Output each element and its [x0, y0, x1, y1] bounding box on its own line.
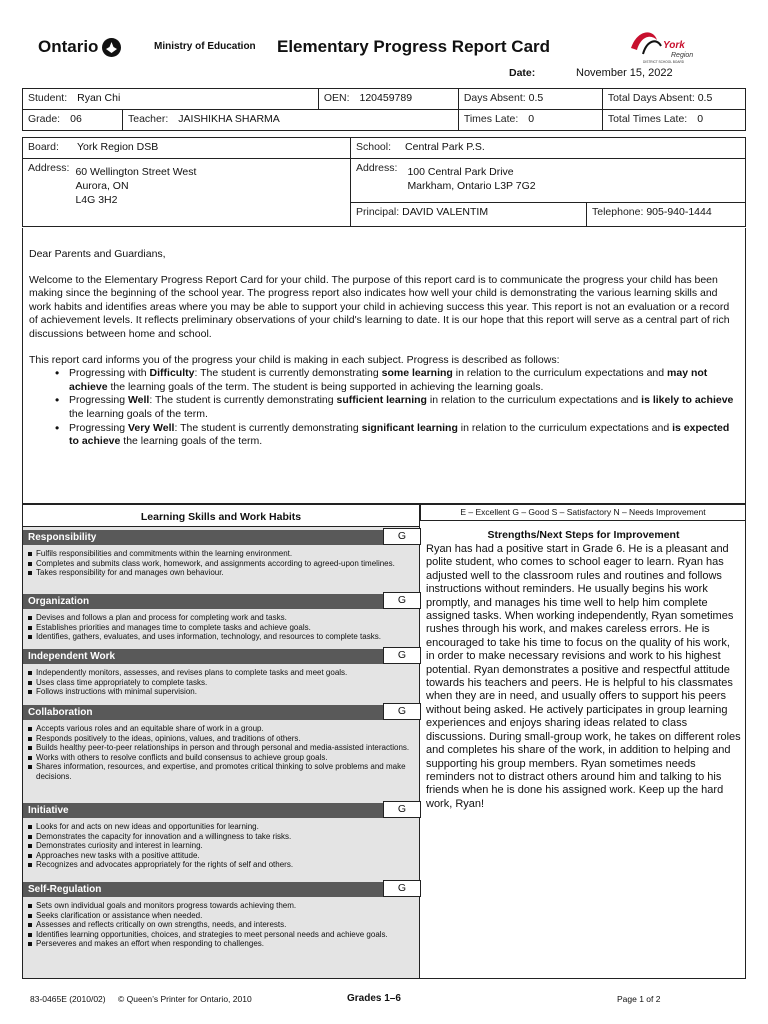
- progress-descriptions: [51, 367, 739, 449]
- skill-items: [28, 549, 418, 578]
- grade-cell: Grade: 06: [23, 110, 123, 131]
- skill-item: Accepts various roles and an equitable share of work in a group.: [28, 724, 418, 734]
- progress-well: • Progressing Well: The student is currently demonstrating sufficient learning in relation to the curriculum expectations and is likely to achieve the learning goals of the term.: [51, 394, 739, 421]
- board-address-line: 60 Wellington Street West: [75, 166, 197, 178]
- telephone-value: 905-940-1444: [646, 206, 712, 218]
- board-cell: Board: York Region DSB: [23, 138, 351, 159]
- skill-item: Demonstrates curiosity and interest in learning.: [28, 841, 418, 851]
- skill-title: Initiative: [23, 803, 383, 818]
- skill-item: Recognizes and advocates appropriately for the rights of self and others.: [28, 860, 418, 870]
- skill-grade: G: [383, 647, 421, 664]
- total-times-late-cell: Total Times Late: 0: [602, 110, 745, 131]
- skill-item: Completes and submits class work, homework, and assignments according to agreed-upon timelines.: [28, 559, 418, 569]
- principal-name: DAVID VALENTIM: [402, 206, 489, 218]
- skill-title: Organization: [23, 594, 383, 609]
- skill-title: Self-Regulation: [23, 882, 383, 897]
- ontario-wordmark: [38, 37, 121, 57]
- total-days-absent-value: 0.5: [697, 92, 713, 104]
- ontario-label: Ontario: [38, 37, 99, 56]
- skill-item: Takes responsibility for and manages own behaviour.: [28, 568, 418, 578]
- skill-item: Shares information, resources, and expertise, and promotes critical thinking to solve problems and make decisions.: [28, 762, 418, 781]
- student-name: Ryan Chi: [77, 92, 121, 104]
- grade-value: 06: [70, 113, 82, 125]
- page-number: Page 1 of 2: [617, 994, 661, 1004]
- logo-region: Region: [671, 52, 694, 59]
- skill-item: Demonstrates the capacity for innovation and a willingness to take risks.: [28, 832, 418, 842]
- oen-cell: OEN: 120459789: [318, 89, 458, 110]
- progress-intro: This report card informs you of the progress your child is making in each subject. Progress is described as follows:: [29, 353, 560, 366]
- skill-grade: G: [383, 703, 421, 720]
- skill-item: Establishes priorities and manages time to complete tasks and achieve goals.: [28, 623, 418, 633]
- school-address-cell: Address: 100 Central Park Drive Markham, Ontario L3P 7G2: [351, 159, 746, 203]
- skill-item: Identifies learning opportunities, choices, and strategies to meet personal needs and achieve goals.: [28, 930, 418, 940]
- school-info-table: [22, 137, 746, 227]
- skill-title: Collaboration: [23, 705, 383, 720]
- skill-item: Seeks clarification or assistance when needed.: [28, 911, 418, 921]
- skill-item: Perseveres and makes an effort when responding to challenges.: [28, 939, 418, 949]
- skill-item: Devises and follows a plan and process for completing work and tasks.: [28, 613, 418, 623]
- skill-title: Responsibility: [23, 530, 383, 545]
- logo-sub: DISTRICT SCHOOL BOARD: [643, 60, 685, 64]
- skill-item: Assesses and reflects critically on own strengths, needs, and interests.: [28, 920, 418, 930]
- days-absent-cell: Days Absent: 0.5: [458, 89, 602, 110]
- skill-item: Sets own individual goals and monitors progress towards achieving them.: [28, 901, 418, 911]
- telephone-cell: Telephone: 905-940-1444: [587, 203, 746, 227]
- skill-grade: G: [383, 880, 421, 897]
- date-label: Date:: [509, 67, 536, 79]
- oen-value: 120459789: [359, 92, 413, 104]
- student-info-table: [22, 88, 746, 131]
- school-cell: School: Central Park P.S.: [351, 138, 746, 159]
- skill-item: Uses class time appropriately to complete tasks.: [28, 678, 418, 688]
- times-late-cell: Times Late: 0: [458, 110, 602, 131]
- progress-very-well: • Progressing Very Well: The student is currently demonstrating significant learning in relation to the curriculum expectations and is expected to achieve the learning goals of the term.: [51, 422, 739, 449]
- date-value: November 15, 2022: [576, 67, 673, 79]
- skill-items: [28, 724, 418, 782]
- total-days-absent-cell: Total Days Absent: 0.5: [602, 89, 745, 110]
- school-name: Central Park P.S.: [405, 141, 485, 153]
- skill-items: [28, 901, 418, 949]
- logo-word: York: [663, 40, 685, 51]
- days-absent-value: 0.5: [528, 92, 544, 104]
- principal-cell: Principal: DAVID VALENTIM: [351, 203, 587, 227]
- board-address-cell: Address: 60 Wellington Street West Aurora, ON L4G 3H2: [23, 159, 351, 227]
- strengths-title: Strengths/Next Steps for Improvement: [487, 529, 680, 541]
- board-name: York Region DSB: [76, 141, 159, 153]
- learning-skills-heading: Learning Skills and Work Habits: [22, 503, 420, 527]
- skill-title: Independent Work: [23, 649, 383, 664]
- york-region-logo: [623, 26, 697, 66]
- progress-difficulty: • Progressing with Difficulty: The student is currently demonstrating some learning in relation to the curriculum expectations and may not achieve the learning goals of the term. The student is being supported in achieving the learning goals.: [51, 367, 739, 394]
- skill-item: Fulfils responsibilities and commitments within the learning environment.: [28, 549, 418, 559]
- learning-skills-panel: [22, 527, 420, 979]
- skill-grade: G: [383, 592, 421, 609]
- board-address-line: Aurora, ON: [75, 180, 129, 192]
- form-number: 83-0465E (2010/02): [30, 994, 106, 1004]
- teacher-name: JAISHIKHA SHARMA: [178, 113, 280, 125]
- school-address-line: 100 Central Park Drive: [407, 166, 514, 178]
- student-cell: Student: Ryan Chi: [23, 89, 319, 110]
- skill-items: [28, 822, 418, 870]
- ministry-label: Ministry of Education: [154, 41, 256, 52]
- skill-item: Identifies, gathers, evaluates, and uses information, technology, and resources to complete tasks.: [28, 632, 418, 642]
- teacher-cell: Teacher: JAISHIKHA SHARMA: [123, 110, 459, 131]
- strengths-next-steps: [420, 521, 746, 979]
- skill-items: [28, 613, 418, 642]
- letter-intro: Welcome to the Elementary Progress Report Card for your child. The purpose of this report card is to communicate the progress your child has been making since the beginning of the school year. The progress report also indicates how well your child is demonstrating the various learning skills and work habits and identifies areas where you may be able to support your child in achieving success this year. This report is not an evaluation or a record of achievement levels. It reflects preliminary observations of your child's learning to date. It is our hope that this report will serve as a central part of rich discussions between home and school.: [29, 273, 730, 340]
- skill-item: Works with others to resolve conflicts and build consensus to achieve group goals.: [28, 753, 418, 763]
- grades-range: Grades 1–6: [347, 993, 401, 1004]
- letter-greeting: Dear Parents and Guardians,: [29, 248, 166, 260]
- school-address-line: Markham, Ontario L3P 7G2: [407, 180, 536, 192]
- times-late-value: 0: [528, 113, 535, 125]
- skill-item: Approaches new tasks with a positive attitude.: [28, 851, 418, 861]
- skill-item: Responds positively to the ideas, opinions, values, and traditions of others.: [28, 734, 418, 744]
- skill-item: Follows instructions with minimal supervision.: [28, 687, 418, 697]
- trillium-icon: [102, 38, 121, 57]
- grade-legend: E – Excellent G – Good S – Satisfactory N – Needs Improvement: [420, 503, 746, 521]
- skill-grade: G: [383, 528, 421, 545]
- skill-items: [28, 668, 418, 697]
- skill-item: Independently monitors, assesses, and revises plans to complete tasks and meet goals.: [28, 668, 418, 678]
- report-title: Elementary Progress Report Card: [277, 37, 551, 56]
- skill-item: Looks for and acts on new ideas and opportunities for learning.: [28, 822, 418, 832]
- copyright: © Queen’s Printer for Ontario, 2010: [118, 994, 252, 1004]
- parent-letter: [22, 228, 746, 504]
- report-header: [0, 0, 768, 88]
- board-address-line: L4G 3H2: [75, 194, 118, 206]
- strengths-comment: Ryan has had a positive start in Grade 6. He is a pleasant and polite student, who comes to school eager to learn. Ryan has adjusted well to the classroom rules and routines and follows instructions without reminders. He usually begins his work promptly, and manages his time well to help him complete assigned tasks. When working independently, Ryan sometimes rushes through his work, and makes careless errors. He is encouraged to take his time to focus on the quality of his work, in order to make necessary revisions and work to his highest potential. Ryan demonstrates a positive and respectful attitude towards his teachers and peers. He is helpful to his classmates when they are in need, and usually offers to support his peers without being asked. He actively participates in group learning experiences and enjoys sharing ideas related to class discussions. During small-group work, he takes on different roles and completes his share of the work, in addition to helping and supporting his group members. Ryan sometimes needs reminders not to distract others around him and talking to his friends when he is done his assigned work. Keep up the hard work, Ryan!: [426, 543, 741, 810]
- skill-grade: G: [383, 801, 421, 818]
- skill-item: Builds healthy peer-to-peer relationships in person and through personal and media-assisted interactions.: [28, 743, 418, 753]
- total-times-late-value: 0: [697, 113, 704, 125]
